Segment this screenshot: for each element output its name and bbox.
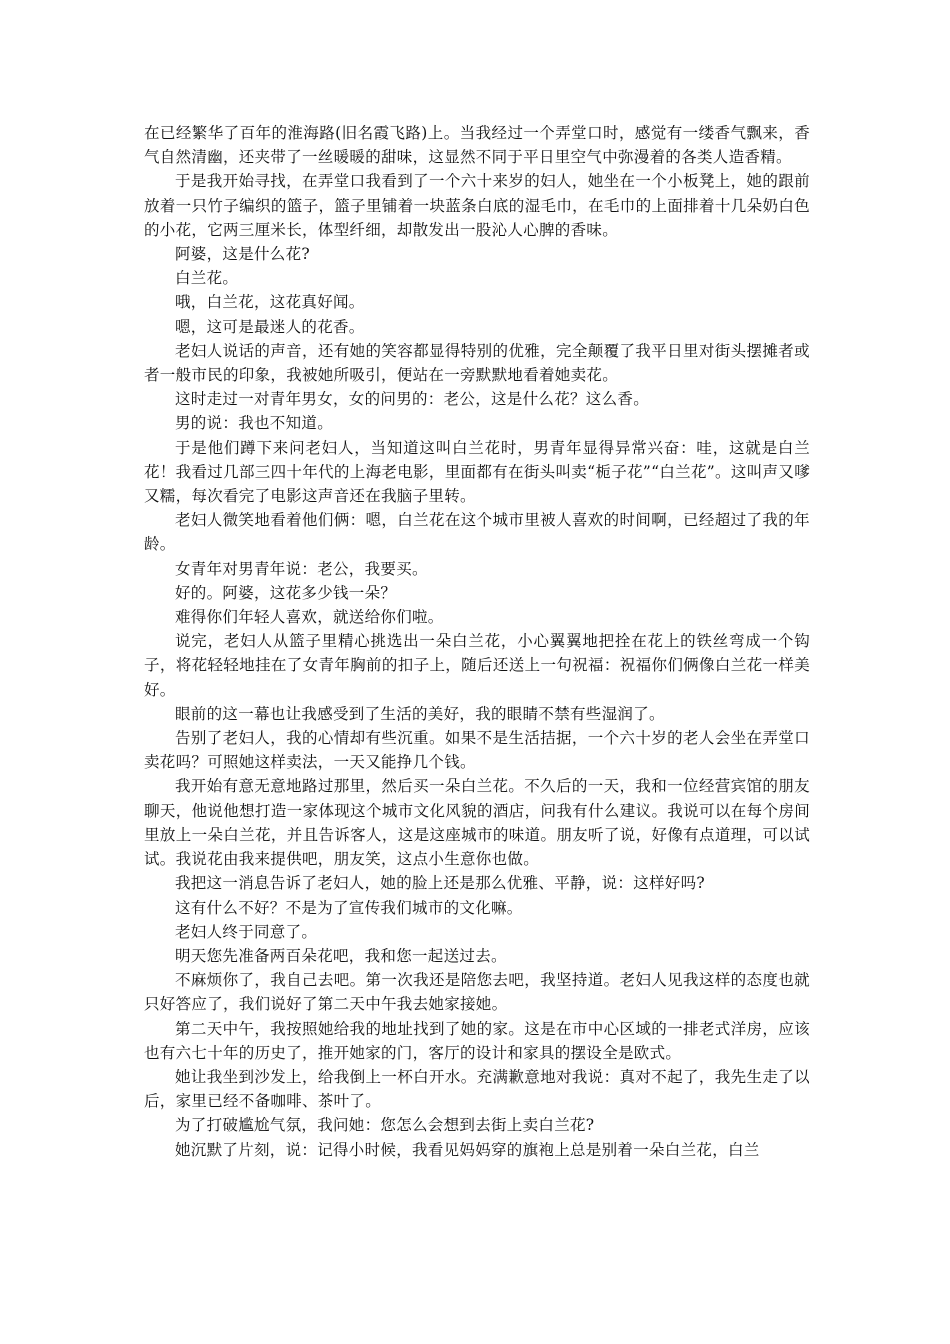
- paragraph: 于是他们蹲下来问老妇人，当知道这叫白兰花时，男青年显得异常兴奋：哇，这就是白兰花！我看过几部三四十年代的上海老电影，里面都有在街头叫卖“栀子花”“白兰花”。这叫声又嗲又糯，每次看完了电影这声音还在我脑子里转。: [144, 438, 810, 506]
- paragraph: 嗯，这可是最迷人的花香。: [175, 317, 365, 336]
- paragraph: 阿婆，这是什么花?: [175, 245, 311, 264]
- paragraph: 男的说：我也不知道。: [175, 414, 334, 433]
- paragraph: 告别了老妇人，我的心情却有些沉重。如果不是生活拮据，一个六十岁的老人会坐在弄堂口卖花吗？可照她这样卖法，一天又能挣几个钱。: [144, 729, 810, 772]
- paragraph: 她让我坐到沙发上，给我倒上一杯白开水。充满歉意地对我说：真对不起了，我先生走了以后，家里已经不备咖啡、茶叶了。: [144, 1067, 810, 1111]
- paragraph: 我把这一消息告诉了老妇人，她的脸上还是那么优雅、平静，说：这样好吗?: [175, 874, 706, 893]
- paragraph: 白兰花。: [175, 269, 239, 288]
- paragraph: 好的。阿婆，这花多少钱一朵？: [175, 583, 397, 602]
- paragraph: 哦，白兰花，这花真好闻。: [175, 293, 365, 312]
- paragraph: 为了打破尴尬气氛，我问她：您怎么会想到去街上卖白兰花?: [175, 1116, 595, 1135]
- paragraph: 明天您先准备两百朵花吧，我和您一起送过去。: [175, 946, 507, 965]
- paragraph: 老妇人说话的声音，还有她的笑容都显得特别的优雅，完全颠覆了我平日里对街头摆摊者或者一般市民的印象，我被她所吸引，便站在一旁默默地看着她卖花。: [144, 341, 810, 385]
- paragraph: 这时走过一对青年男女，女的问男的：老公，这是什么花？这么香。: [175, 390, 650, 409]
- paragraph: 第二天中午，我按照她给我的地址找到了她的家。这是在市中心区域的一排老式洋房，应该也有六七十年的历史了，推开她家的门，客厅的设计和家具的摆设全是欧式。: [144, 1019, 810, 1062]
- paragraph: 我开始有意无意地路过那里，然后买一朵白兰花。不久后的一天，我和一位经营宾馆的朋友聊天，他说他想打造一家体现这个城市文化风貌的酒店，问我有什么建议。我说可以在每个房间里放上一朵白兰花，并且告诉客人，这是这座城市的味道。朋友听了说，好像有点道理，可以试试。我说花由我来提供吧，朋友笑，这点小生意你也做。: [144, 777, 810, 869]
- paragraph: 在已经繁华了百年的淮海路(旧名霞飞路)上。当我经过一个弄堂口时，感觉有一缕香气飘来，香气自然清幽，还夹带了一丝暖暖的甜味，这显然不同于平日里空气中弥漫着的各类人造香精。: [144, 124, 810, 167]
- article-body: [144, 121, 810, 1162]
- paragraph: 难得你们年轻人喜欢，就送给你们啦。: [175, 608, 444, 627]
- paragraph: 老妇人终于同意了。: [175, 922, 318, 941]
- paragraph: 女青年对男青年说：老公，我要买。: [175, 559, 428, 578]
- paragraph: 于是我开始寻找，在弄堂口我看到了一个六十来岁的妇人，她坐在一个小板凳上，她的跟前放着一只竹子编织的篮子，篮子里铺着一块蓝条白底的湿毛巾，在毛巾的上面排着十几朵奶白色的小花，它两三厘米长，体型纤细，却散发出一股沁人心脾的香味。: [144, 172, 810, 239]
- paragraph: 她沉默了片刻，说：记得小时候，我看见妈妈穿的旗袍上总是别着一朵白兰花，白兰: [175, 1140, 760, 1159]
- paragraph: 老妇人微笑地看着他们俩：嗯，白兰花在这个城市里被人喜欢的时间啊，已经超过了我的年龄。: [144, 511, 810, 554]
- paragraph: 不麻烦你了，我自己去吧。第一次我还是陪您去吧，我坚持道。老妇人见我这样的态度也就只好答应了，我们说好了第二天中午我去她家接她。: [144, 971, 810, 1014]
- paragraph: 眼前的这一幕也让我感受到了生活的美好，我的眼睛不禁有些湿润了。: [175, 704, 665, 723]
- paragraph: 说完，老妇人从篮子里精心挑选出一朵白兰花，小心翼翼地把拴在花上的铁丝弯成一个钩子，将花轻轻地挂在了女青年胸前的扣子上，随后还送上一句祝福：祝福你们俩像白兰花一样美好。: [144, 632, 810, 699]
- paragraph: 这有什么不好？不是为了宣传我们城市的文化嘛。: [175, 898, 523, 917]
